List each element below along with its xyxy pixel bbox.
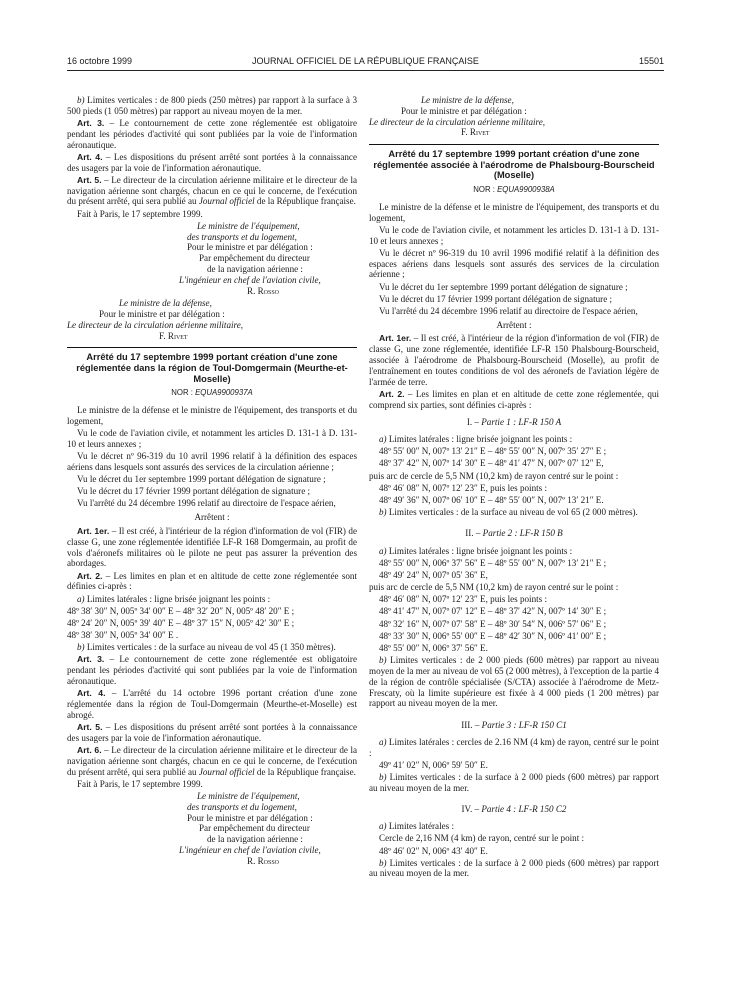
coordinates: 48º 46′ 02″ N, 006º 43′ 40″ E. (379, 845, 488, 856)
item-letter: b) (379, 857, 387, 868)
signatory-name: F. Rivet (159, 330, 188, 341)
signature-line: Par empêchement du directeur (199, 823, 310, 834)
item-letter: a) (379, 736, 387, 747)
coordinates: 48º 55′ 00″ N, 006º 37′ 56″ E – 48º 55′ 00″ N, 007º 13′ 21″ E ; (379, 557, 607, 568)
lateral-limits (369, 434, 659, 445)
vertical-limits (369, 507, 659, 518)
coordinates: 48º 38′ 30″ N, 005º 34′ 00″ E – 48º 32′ 20″ N, 005º 48′ 20″ E ; (67, 605, 295, 616)
journal-name: Journal officiel (198, 196, 255, 207)
part-heading (369, 804, 659, 815)
article-label: Art. 2. (77, 570, 103, 581)
coordinates: 48º 37′ 42″ N, 007º 14′ 30″ E – 48º 41′ 47″ N, 007º 07′ 12″ E, (379, 458, 604, 469)
signature-line: L'ingénieur en chef de l'aviation civile, (179, 844, 321, 855)
fait-a-paris: Fait à Paris, le 17 septembre 1999. (77, 778, 203, 789)
visa: Vu le décret du 1er septembre 1999 portant délégation de signature ; (77, 474, 326, 485)
signature-line: de la navigation aérienne : (207, 263, 303, 274)
item-letter: b) (379, 507, 387, 518)
part-number: I. – (466, 416, 482, 427)
article-text: – Les dispositions du présent arrêté sont portées à la connaissance des usagers par la voie de l'information aéronautique. (67, 151, 357, 173)
coordinates: 48º 32′ 16″ N, 007º 07′ 58″ E – 48º 30′ 54″ N, 006º 57′ 06″ E ; (379, 618, 607, 629)
article-3 (67, 654, 357, 686)
signature-line: des transports et du logement, (187, 801, 297, 812)
item-letter: b) (379, 771, 387, 782)
coordinates: 48º 24′ 20″ N, 005º 39′ 40″ E – 48º 37′ 15″ N, 005º 42′ 30″ E ; (67, 617, 295, 628)
visa: Vu le décret nº 96-319 du 10 avril 1996 relatif à la définition des espaces aériens dans lesquels sont assurés des services de la circulation aérienne ; (67, 451, 357, 472)
visa: Vu le code de l'aviation civile, et notamment les articles D. 131-1 à D. 131-10 et leurs annexes ; (369, 224, 659, 246)
coordinates: 48º 49′ 36″ N, 007º 06′ 10″ E – 48º 55′ 00″ N, 007º 13′ 21″ E. (379, 494, 604, 505)
paragraph-text: Limites verticales : de la surface à 2 000 pieds (600 mètres) par rapport au niveau moyen de la mer. (369, 857, 659, 879)
paragraph-vertical-limits (67, 95, 357, 117)
vertical-limits (67, 642, 357, 653)
arc-description: puis arc de cercle de 5,5 NM (10,2 km) de rayon centré sur le point : (369, 470, 619, 481)
signature-line: Le ministre de l'équipement, (197, 220, 300, 231)
article-2 (369, 389, 659, 411)
part-number: III. – (461, 719, 482, 730)
part-heading (369, 720, 659, 731)
nor-reference (369, 185, 659, 196)
signature-line: Le ministre de la défense, (119, 298, 212, 309)
part-name: Partie 1 : LF-R 150 A (481, 416, 562, 427)
article-3 (67, 118, 357, 150)
part-number: II. – (465, 528, 483, 539)
visa: Vu l'arrêté du 24 décembre 1996 relatif au directoire de l'espace aérien, (77, 498, 336, 509)
coordinates: 48º 49′ 24″ N, 007º 05′ 36″ E, (379, 569, 488, 580)
signature-block-defense (369, 95, 659, 138)
signature-line: L'ingénieur en chef de l'aviation civile, (179, 274, 321, 285)
article-2 (67, 571, 357, 593)
article-text: – Le directeur de la circulation aérienne militaire et le directeur de la navigation aérienne sont chargés, chacun en ce qui le concerne, de l'exécution du présent arrêté, qui sera publié au (67, 174, 358, 207)
article-text: – Le contournement de cette zone réglementée est obligatoire pendant les périodes d'activité qui sont publiées par la voie de l'information aéronautique. (67, 117, 357, 150)
item-letter: b) (77, 95, 85, 105)
article-text: – Le directeur de la circulation aérienne militaire et le directeur de la navigation aérienne sont chargés, chacun en ce qui le concerne, de l'exécution du présent arrêté, qui sera publié au (67, 745, 358, 777)
coordinates: Cercle de 2,16 NM (4 km) de rayon, centré sur le point : (379, 833, 585, 844)
signatory-name: R. Rosso (247, 285, 280, 296)
spacer (369, 795, 659, 804)
header-journal-title: JOURNAL OFFICIEL DE LA RÉPUBLIQUE FRANÇAISE (252, 56, 479, 66)
article-1 (369, 333, 659, 387)
lateral-limits (369, 546, 659, 557)
article-text: – Les limites en plan et en altitude de cette zone réglementée, qui comprend six parties, sont définies ci-après : (369, 388, 659, 410)
lateral-limits (369, 821, 659, 832)
item-letter: b) (379, 655, 387, 666)
article-label: Art. 5. (77, 174, 102, 185)
coordinates: 48º 46′ 08″ N, 007º 12′ 23″ E, puis les points : (379, 482, 547, 493)
arretent: Arrêtent : (194, 512, 230, 523)
article-label: Art. 1er. (379, 333, 412, 344)
visa: Vu le code de l'aviation civile, et notamment les articles D. 131-1 à D. 131-10 et leurs annexes ; (67, 428, 357, 449)
coordinates: 48º 41′ 47″ N, 007º 07′ 12″ E – 48º 37′ 42″ N, 007º 14′ 30″ E ; (379, 606, 607, 617)
nor-code: EQUA9900938A (497, 184, 555, 194)
paragraph-text: Limites verticales : de la surface à 2 000 pieds (600 mètres) par rapport au niveau moyen de la mer. (369, 771, 659, 793)
article-text: – Il est créé, à l'intérieur de la région d'information de vol (FIR) de classe G, une zone réglementée, identifiée LF-R 150 Phalsbourg-Bourscheid, associée à l'aérodrome de Phalsbourg-Bourscheid (Moselle), au profit de l'entraînement en toutes conditions de vol des aéronefs de l'aviation légère de l'armée de terre. (369, 333, 659, 387)
nor-label: NOR : (473, 184, 498, 194)
paragraph-text: Limites latérales : ligne brisée joignant les points : (386, 545, 573, 556)
signature-line: Le ministre de l'équipement, (197, 791, 300, 801)
visa: Vu le décret du 17 février 1999 portant délégation de signature ; (77, 486, 311, 497)
signature-line: de la navigation aérienne : (207, 834, 303, 845)
vertical-limits (369, 772, 659, 794)
signature-line: Pour le ministre et par délégation : (187, 242, 313, 253)
article-5 (67, 722, 357, 744)
visa: Vu le décret du 1er septembre 1999 portant délégation de signature ; (379, 281, 628, 292)
header-date: 16 octobre 1999 (67, 56, 133, 66)
coordinates: 48º 55′ 00″ N, 006º 37′ 56″ E. (379, 643, 488, 654)
section-separator (369, 144, 659, 145)
article-label: Art. 4. (77, 151, 103, 162)
coordinates: 49º 41′ 02″ N, 006º 59′ 50″ E. (379, 759, 488, 770)
part-heading (369, 417, 659, 428)
vertical-limits (369, 858, 659, 880)
part-name: Partie 3 : LF-R 150 C1 (481, 719, 567, 730)
article-text: – Les limites en plan et en altitude de cette zone réglementée sont définies ci-après : (67, 570, 357, 592)
paragraph-text: Limites latérales : cercles de 2.16 NM (4 km) de rayon, centré sur le point : (369, 736, 659, 758)
journal-name: Journal officiel (198, 766, 255, 777)
preamble: Le ministre de la défense et le ministre de l'équipement, des transports et du logement, (67, 405, 357, 426)
signature-line: Par empêchement du directeur (199, 253, 310, 264)
article-text: de la République française. (254, 196, 356, 207)
coordinates: 48º 46′ 08″ N, 007º 12′ 23″ E, puis les points : (379, 594, 547, 605)
spacer (369, 711, 659, 720)
item-letter: b) (77, 642, 85, 653)
signature-line: Le ministre de la défense, (421, 95, 514, 105)
decree-title: Arrêté du 17 septembre 1999 portant création d'une zone réglementée associée à l'aérodrome de Phalsbourg-Bourscheid (Moselle) (373, 149, 655, 181)
item-letter: a) (379, 821, 387, 832)
article-label: Art. 3. (77, 654, 105, 665)
article-text: – Le contournement de cette zone réglementée est obligatoire pendant les périodes d'activité qui sont publiées par la voie de l'information aéronautique. (67, 654, 357, 687)
page-header (67, 56, 664, 68)
part-heading (369, 528, 659, 539)
item-letter: a) (77, 593, 85, 604)
paragraph-text: Limites latérales : ligne brisée joignant les points : (84, 593, 271, 604)
signature-block-defense (67, 298, 357, 341)
fait-a-paris: Fait à Paris, le 17 septembre 1999. (77, 208, 203, 219)
paragraph-text: Limites verticales : de la surface au niveau de vol 65 (2 000 mètres). (386, 507, 638, 518)
item-letter: a) (379, 434, 387, 445)
article-label: Art. 4. (77, 688, 106, 699)
arc-description: puis arc de cercle de 5,5 NM (10,2 km) de rayon centré sur le point : (369, 582, 619, 593)
part-name: Partie 4 : LF-R 150 C2 (481, 803, 567, 814)
coordinates: 48º 38′ 30″ N, 005º 34′ 00″ E . (67, 630, 179, 641)
nor-label: NOR : (171, 388, 196, 398)
signature-line: Pour le ministre et par délégation : (401, 105, 527, 116)
signature-line: Le directeur de la circulation aérienne militaire, (369, 116, 546, 127)
header-page-number: 15501 (638, 56, 664, 66)
article-text: – Il est créé, à l'intérieur de la région d'information de vol (FIR) de classe G, une zone réglementée identifiée LF-R 168 Domgermain, au profit de vols d'aéronefs militaires où le pilote ne peut pas assurer la prévention des abordages. (67, 525, 357, 569)
preamble: Le ministre de la défense et le ministre de l'équipement, des transports et du logement, (369, 201, 659, 223)
signature-line: Pour le ministre et par délégation : (99, 309, 225, 320)
signatory-name: R. Rosso (247, 855, 280, 866)
article-label: Art. 3. (77, 117, 105, 128)
article-label: Art. 1er. (77, 525, 110, 536)
visa: Vu le décret du 17 février 1999 portant délégation de signature ; (379, 293, 613, 304)
signature-line: Pour le ministre et par délégation : (187, 812, 313, 823)
article-6 (67, 745, 357, 777)
section-separator (67, 347, 357, 348)
arretent: Arrêtent : (496, 319, 532, 330)
vertical-limits (369, 655, 659, 709)
article-label: Art. 5. (77, 722, 103, 733)
lateral-limits (369, 737, 659, 759)
signature-block-equipment (67, 221, 357, 297)
coordinates: 48º 33′ 30″ N, 006º 55′ 00″ E – 48º 42′ 30″ N, 006º 41′ 00″ E ; (379, 630, 607, 641)
left-column (67, 95, 357, 867)
coordinates: 48º 55′ 00″ N, 007º 13′ 21″ E – 48º 55′ 00″ N, 007º 35′ 27″ E ; (379, 446, 607, 457)
paragraph-text: Limites latérales : (386, 821, 454, 832)
item-letter: a) (379, 545, 387, 556)
article-1 (67, 526, 357, 569)
signature-line: des transports et du logement, (187, 231, 297, 242)
article-text: – Les dispositions du présent arrêté sont portées à la connaissance des usagers par la voie de l'information aéronautique. (67, 722, 357, 743)
signatory-name: F. Rivet (461, 127, 490, 138)
paragraph-text: Limites latérales : ligne brisée joignant les points : (386, 434, 573, 445)
spacer (369, 519, 659, 528)
article-5 (67, 175, 357, 207)
right-column (369, 95, 659, 881)
article-4 (67, 688, 357, 720)
nor-reference (67, 388, 357, 399)
visa: Vu le décret nº 96-319 du 10 avril 1996 modifié relatif à la définition des espaces aériens dans lesquels sont assurés des services de la circulation aérienne ; (369, 247, 659, 280)
article-label: Art. 2. (379, 388, 405, 399)
nor-code: EQUA9900937A (195, 388, 253, 398)
signature-block-equipment (67, 791, 357, 867)
paragraph-text: Limites verticales : de 800 pieds (250 mètres) par rapport à la surface à 3 500 pieds (1 050 mètres) par rapport au niveau moyen de la mer. (67, 95, 357, 116)
part-name: Partie 2 : LF-R 150 B (482, 528, 563, 539)
paragraph-text: Limites verticales : de 2 000 pieds (600 mètres) par rapport au niveau moyen de la mer au niveau de vol 65 (2 000 mètres), à l'exception de la partie 4 de la région de contrôle spécialisée (S/CTA) associée à l'aérodrome de Metz-Frescaty, où la limite supérieure est fixée à 4 000 pieds (1 200 mètres) par rapport au niveau moyen de la mer. (369, 655, 659, 709)
paragraph-text: Limites verticales : de la surface au niveau de vol 45 (1 350 mètres). (84, 642, 336, 653)
article-label: Art. 6. (77, 745, 102, 756)
article-text: – L'arrêté du 14 octobre 1996 portant création d'une zone réglementée dans la région de Toul-Domgermain (Meurthe-et-Moselle) est abrogé. (67, 688, 357, 720)
signature-line: Le directeur de la circulation aérienne militaire, (67, 319, 244, 330)
article-text: de la République française. (254, 766, 356, 777)
decree-title: Arrêté du 17 septembre 1999 portant création d'une zone réglementée dans la région de Toul-Domgermain (Meurthe-et-Moselle) (76, 352, 348, 384)
lateral-limits (67, 594, 357, 605)
visa: Vu l'arrêté du 24 décembre 1996 relatif au directoire de l'espace aérien, (379, 305, 638, 316)
part-number: IV. – (461, 803, 482, 814)
header-rule (67, 70, 664, 71)
article-4 (67, 152, 357, 174)
